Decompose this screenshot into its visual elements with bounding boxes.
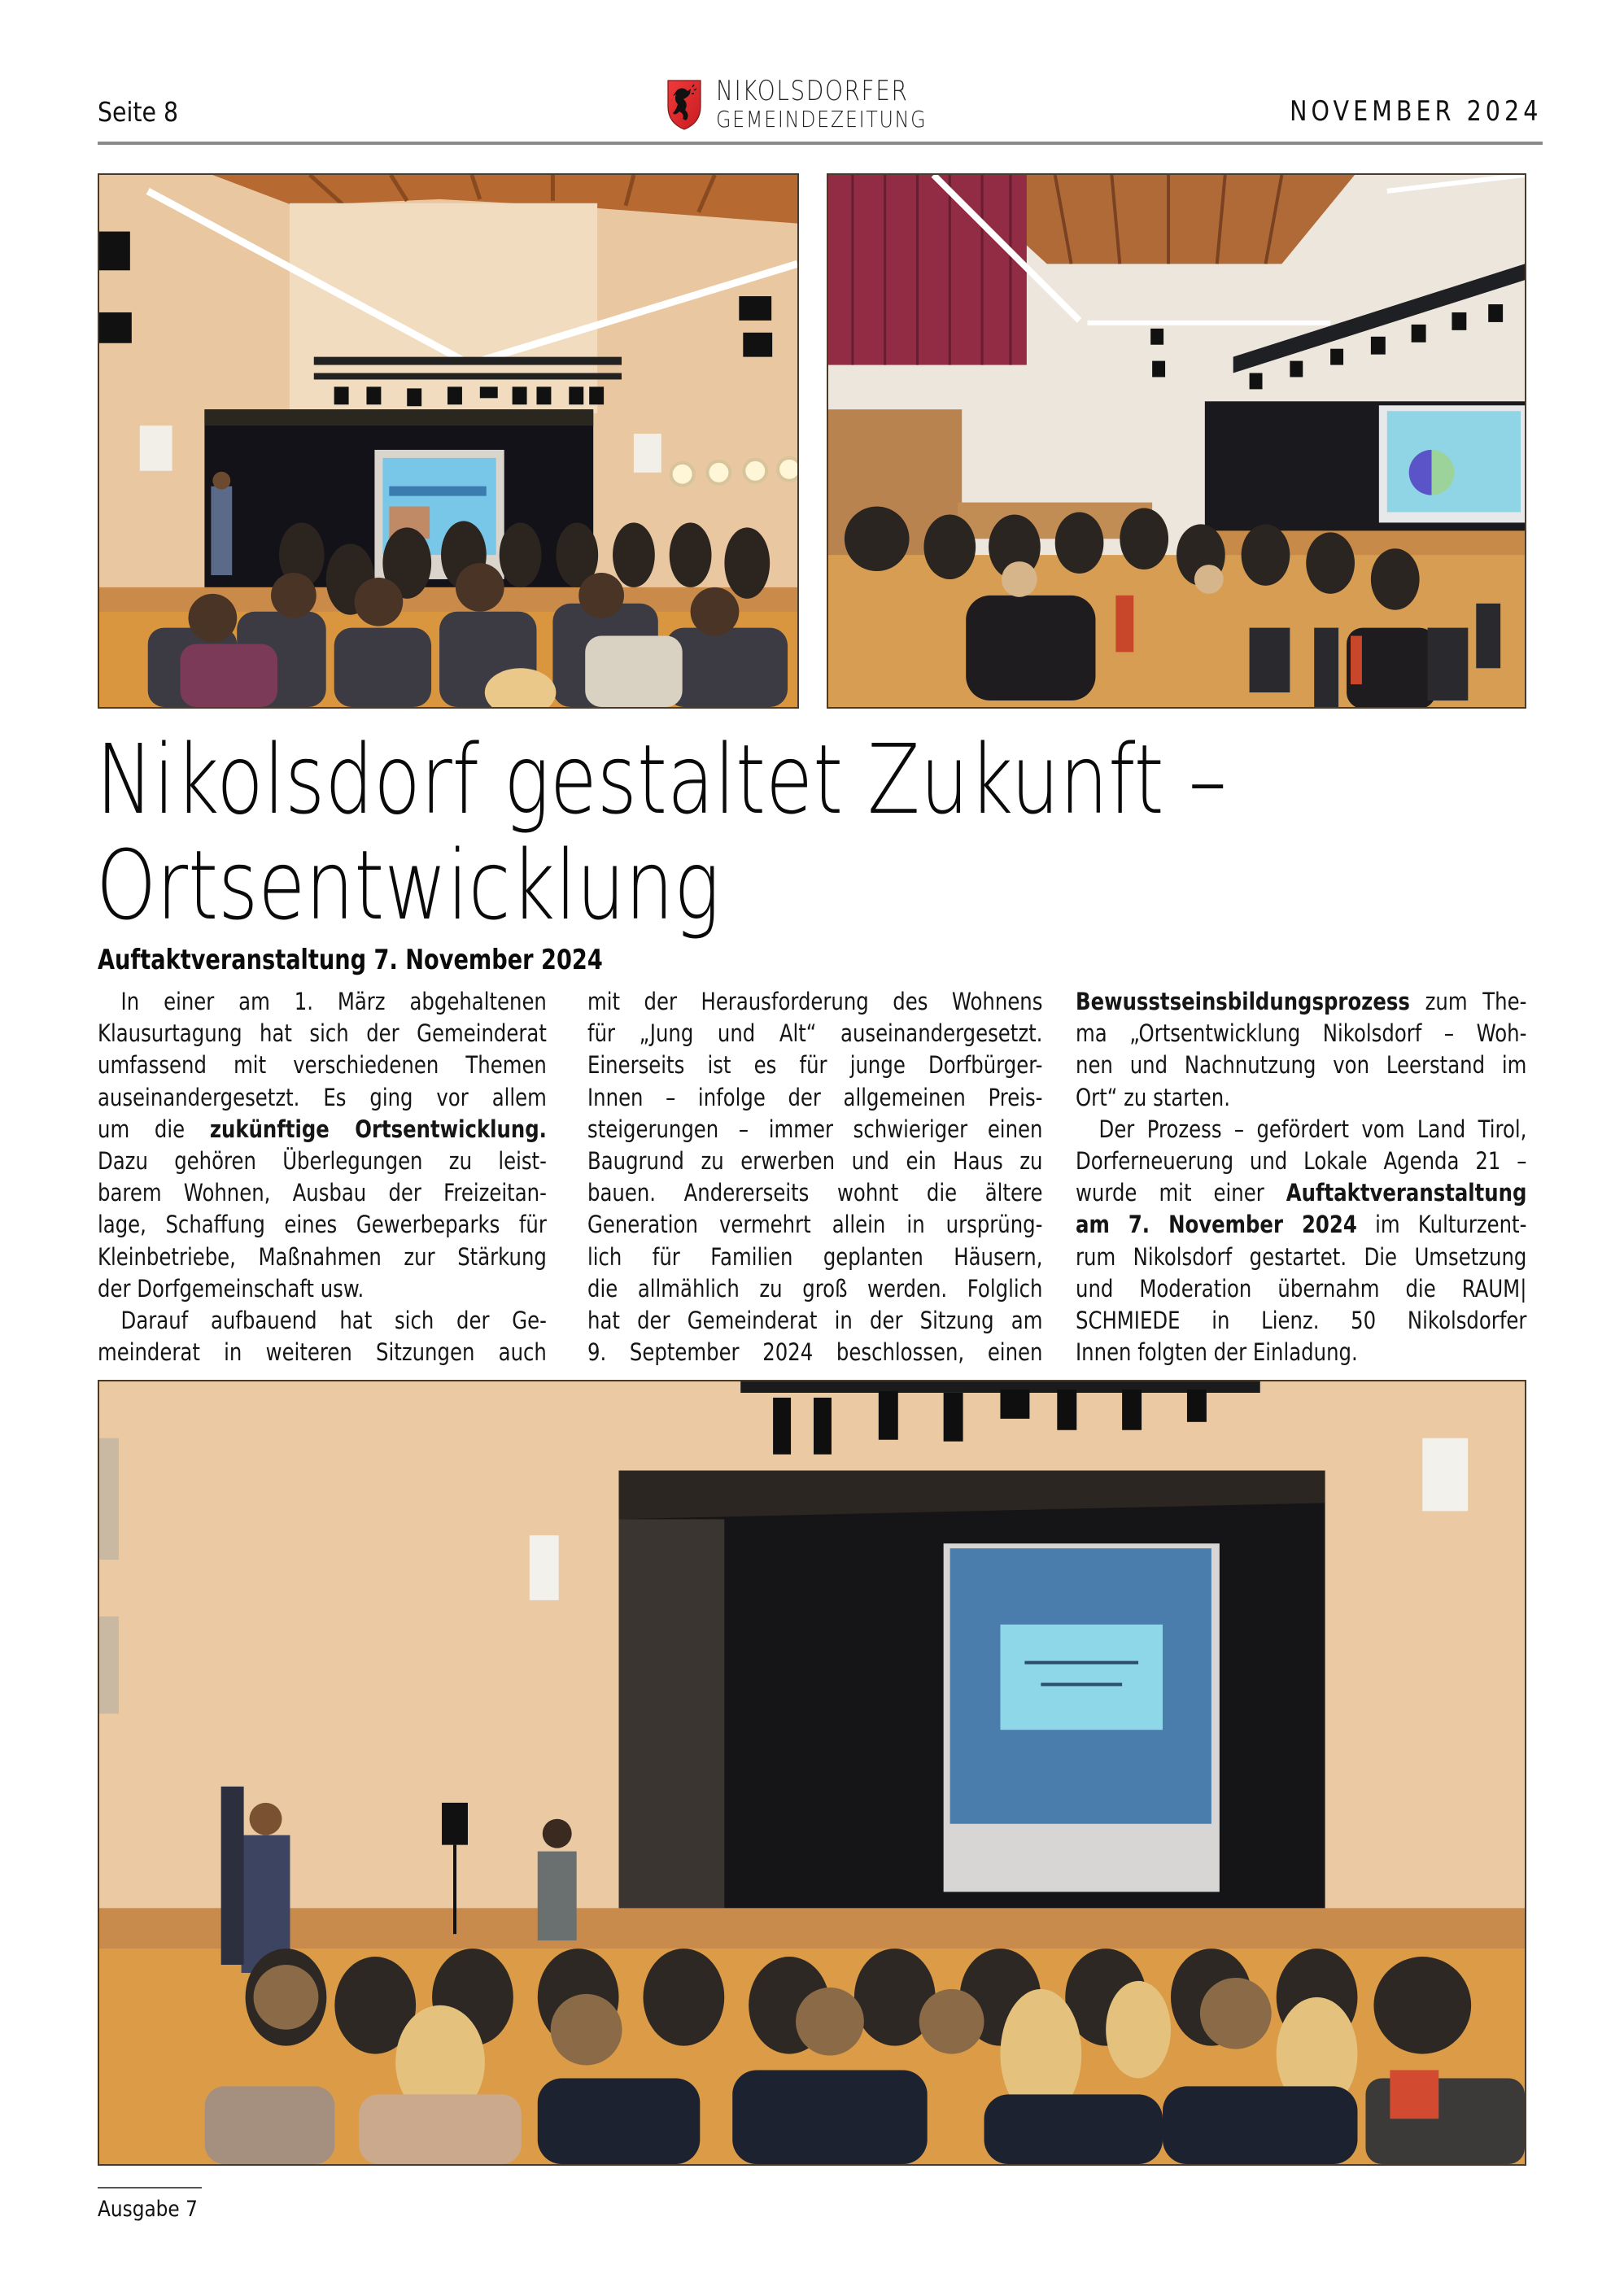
body-text: zum The- — [1409, 988, 1527, 1015]
article-text-line — [1076, 1337, 1526, 1368]
article-text-line — [98, 1018, 547, 1050]
article-text-line — [1076, 1177, 1526, 1209]
emphasized-text: zukünftige Ortsentwicklung. — [209, 1115, 547, 1143]
body-text: Der Prozess – gefördert vom Land Tirol, — [1098, 1115, 1527, 1143]
photo-image — [828, 175, 1525, 707]
body-text: Kleinbetriebe, Maßnahmen zur Stärkung — [98, 1242, 547, 1271]
article-text-line — [98, 986, 547, 1018]
article-text-line — [587, 1114, 1042, 1146]
body-text: Dazu gehören Überlegungen zu leist- — [98, 1146, 547, 1175]
article-text-line — [1076, 1273, 1526, 1305]
body-text: In einer am 1. März abgehaltenen — [120, 988, 547, 1015]
body-text: die allmählich zu groß werden. Folglich — [587, 1274, 1043, 1303]
body-text: mit der Herausforderung des Wohnens — [587, 988, 1043, 1015]
body-text: meinderat in weiteren Sitzungen auch — [98, 1338, 547, 1367]
article-text-line — [587, 986, 1042, 1018]
photo-image — [99, 175, 797, 707]
article-column-3 — [1076, 986, 1613, 1368]
article-text-line — [1076, 1209, 1526, 1241]
article-text-line — [1076, 1114, 1526, 1146]
article-text-line — [587, 1018, 1042, 1050]
article-text-line — [1076, 1146, 1526, 1177]
photo-audience-stage — [98, 173, 799, 709]
masthead-title: NIKOLSDORFER — [716, 75, 909, 107]
article-text-line — [98, 1146, 547, 1177]
article-text-line — [98, 1114, 547, 1146]
article-column-2 — [587, 986, 1129, 1368]
photo-image — [99, 1381, 1525, 2164]
footer-divider — [98, 2187, 202, 2189]
photo-audience-seated — [827, 173, 1526, 709]
emphasized-text: Auftaktveranstaltung — [1286, 1179, 1527, 1207]
body-text: nen und Nachnutzung von Leerstand im — [1076, 1051, 1527, 1080]
body-text: rum Nikolsdorf gestartet. Die Umsetzung — [1076, 1242, 1527, 1271]
body-text: für „Jung und Alt“ auseinandergesetzt. — [587, 1019, 1043, 1048]
article-text-line — [98, 1082, 547, 1114]
headline-line-1: Nikolsdorf gestaltet Zukunft – — [96, 723, 1227, 836]
article-text-line — [98, 1337, 547, 1368]
article-text-line — [98, 1050, 547, 1081]
article-text-line — [1076, 1242, 1526, 1273]
article-text-line — [98, 1242, 547, 1273]
article-text-line — [1076, 1082, 1526, 1114]
article-text-line — [587, 1050, 1042, 1081]
article-column-1 — [98, 986, 632, 1368]
article-text-line — [587, 1177, 1042, 1209]
body-text: steigerungen – immer schwieriger einen — [587, 1115, 1043, 1143]
body-text: Innen folgten der Einladung. — [1076, 1338, 1358, 1367]
body-text: Baugrund zu erwerben und ein Haus zu — [587, 1146, 1043, 1175]
body-text: Innen – infolge der allgemeinen Preis- — [587, 1083, 1043, 1111]
article-text-line — [587, 1082, 1042, 1114]
header-divider — [98, 142, 1543, 145]
article-text-line — [1076, 986, 1526, 1018]
article-text-line — [98, 1209, 547, 1241]
body-text: 9. September 2024 beschlossen, einen — [587, 1338, 1043, 1367]
emphasized-text: am 7. November 2024 — [1076, 1211, 1357, 1239]
body-text: Einerseits ist es für junge Dorfbürger- — [587, 1051, 1043, 1080]
body-text: umfassend mit verschiedenen Themen — [98, 1051, 547, 1080]
headline-line-2: Ortsentwicklung — [96, 829, 720, 941]
masthead-subtitle: GEMEINDEZEITUNG — [716, 106, 928, 133]
article-text-line — [1076, 1305, 1526, 1337]
article-headline — [96, 723, 1528, 941]
body-text: lage, Schaffung eines Gewerbeparks für — [98, 1211, 547, 1239]
body-text: barem Wohnen, Ausbau der Freizeitan- — [98, 1179, 547, 1207]
body-text: um die — [98, 1115, 210, 1143]
body-text: auseinandergesetzt. Es ging vor allem — [98, 1083, 547, 1111]
article-text-line — [1076, 1050, 1526, 1081]
body-text: lich für Familien geplanten Häusern, — [587, 1242, 1043, 1271]
body-text: bauen. Andererseits wohnt die ältere — [587, 1179, 1043, 1207]
body-text: Ort“ zu starten. — [1076, 1083, 1230, 1111]
article-text-line — [98, 1273, 547, 1305]
article-subheading: Auftaktveranstaltung 7. November 2024 — [98, 944, 603, 976]
photo-moderators-audience — [98, 1380, 1526, 2166]
article-text-line — [587, 1273, 1042, 1305]
article-text-line — [98, 1177, 547, 1209]
masthead-logo — [666, 72, 964, 137]
issue-date: NOVEMBER 2024 — [1289, 95, 1542, 128]
emphasized-text: Bewusstseinsbildungsprozess — [1076, 988, 1410, 1015]
body-text: der Dorfgemeinschaft usw. — [98, 1274, 365, 1303]
body-text: hat der Gemeinderat in der Sitzung am — [587, 1306, 1043, 1334]
issue-number: Ausgabe 7 — [98, 2197, 198, 2222]
body-text: Klausurtagung hat sich der Gemeinderat — [98, 1019, 547, 1048]
body-text: Darauf aufbauend hat sich der Ge- — [120, 1306, 547, 1334]
body-text: Generation vermehrt allein in ursprüng- — [587, 1211, 1043, 1239]
body-text: wurde mit einer — [1076, 1179, 1286, 1207]
article-text-line — [587, 1209, 1042, 1241]
body-text: und Moderation übernahm die RAUM| — [1076, 1274, 1527, 1303]
body-text: Dorferneuerung und Lokale Agenda 21 – — [1076, 1146, 1527, 1175]
article-text-line — [587, 1305, 1042, 1337]
article-text-line — [98, 1305, 547, 1337]
article-text-line — [587, 1146, 1042, 1177]
body-text: ma „Ortsentwicklung Nikolsdorf – Woh- — [1076, 1019, 1527, 1048]
body-text: SCHMIEDE in Lienz. 50 Nikolsdorfer — [1076, 1306, 1527, 1334]
body-text: im Kulturzent- — [1356, 1211, 1527, 1239]
coat-of-arms-icon — [666, 77, 703, 131]
article-text-line — [587, 1242, 1042, 1273]
page-number: Seite 8 — [98, 96, 179, 128]
article-text-line — [587, 1337, 1042, 1368]
article-text-line — [1076, 1018, 1526, 1050]
